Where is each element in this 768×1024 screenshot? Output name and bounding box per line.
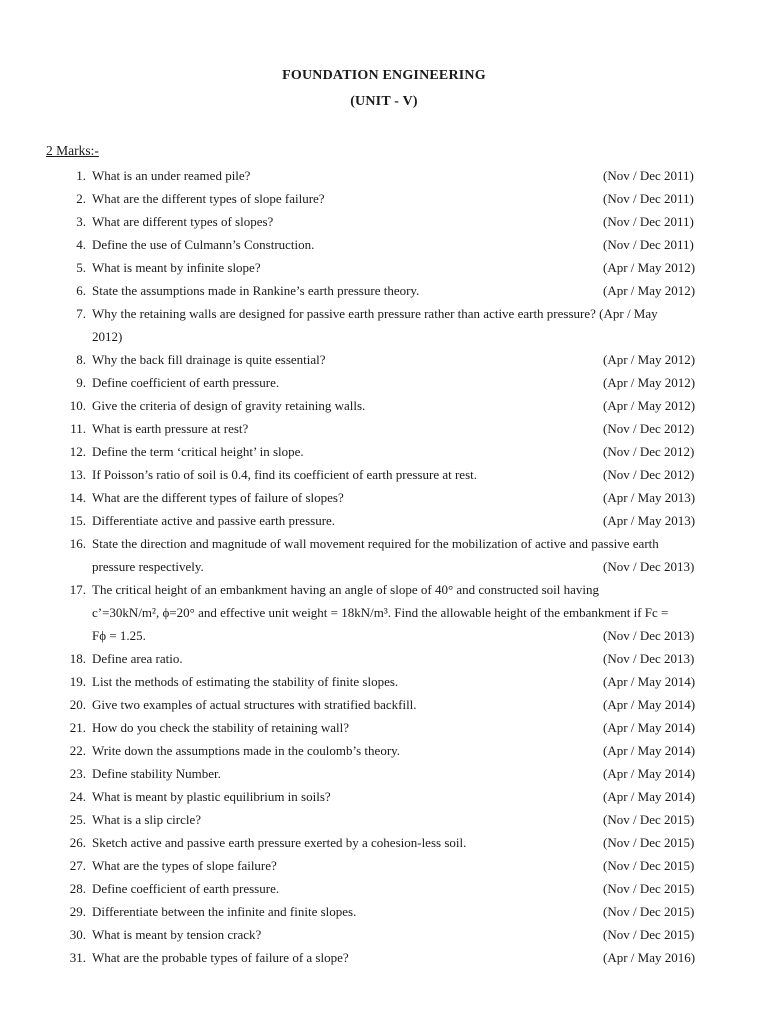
question-number: 13. bbox=[69, 467, 86, 482]
question-item bbox=[0, 440, 768, 463]
question-text: Define coefficient of earth pressure. bbox=[92, 881, 280, 896]
question-item bbox=[0, 348, 768, 371]
question-text: Define area ratio. bbox=[92, 651, 183, 666]
question-text: What are the different types of slope failure? bbox=[92, 191, 325, 206]
question-number: 3. bbox=[76, 214, 86, 229]
question-text: What is an under reamed pile? bbox=[92, 168, 251, 183]
question-number: 16. bbox=[69, 536, 86, 551]
question-item bbox=[0, 647, 768, 670]
question-item bbox=[0, 532, 768, 578]
question-text: Sketch active and passive earth pressure exerted by a cohesion-less soil. bbox=[92, 835, 467, 850]
exam-session: (Nov / Dec 2011) bbox=[603, 168, 694, 183]
exam-session: (Apr / May 2012) bbox=[603, 352, 696, 367]
question-number: 17. bbox=[69, 582, 86, 597]
question-text: State the direction and magnitude of wall movement required for the mobilization of active and passive earth bbox=[92, 536, 659, 551]
question-text: What are the types of slope failure? bbox=[92, 858, 277, 873]
exam-session: (Nov / Dec 2015) bbox=[603, 812, 695, 827]
exam-session: (Apr / May 2014) bbox=[603, 697, 696, 712]
question-number: 24. bbox=[69, 789, 86, 804]
question-text: What is meant by plastic equilibrium in soils? bbox=[92, 789, 331, 804]
question-item bbox=[0, 946, 768, 969]
exam-session: (Nov / Dec 2015) bbox=[603, 858, 695, 873]
question-item bbox=[0, 693, 768, 716]
question-item bbox=[0, 187, 768, 210]
question-text: Give the criteria of design of gravity retaining walls. bbox=[92, 398, 366, 413]
question-item bbox=[0, 371, 768, 394]
question-item bbox=[0, 463, 768, 486]
question-text: Differentiate active and passive earth pressure. bbox=[92, 513, 336, 528]
exam-session: (Apr / May 2014) bbox=[603, 766, 696, 781]
exam-session: (Apr / May 2013) bbox=[603, 513, 696, 528]
question-number: 15. bbox=[69, 513, 86, 528]
question-text: Define the use of Culmann’s Construction. bbox=[92, 237, 315, 252]
question-number: 1. bbox=[76, 168, 86, 183]
question-item bbox=[0, 394, 768, 417]
question-text: Why the retaining walls are designed for passive earth pressure rather than active earth pressure? (Apr / May bbox=[92, 306, 658, 321]
question-number: 7. bbox=[76, 306, 86, 321]
question-number: 12. bbox=[69, 444, 86, 459]
question-number: 20. bbox=[69, 697, 86, 712]
exam-session: (Nov / Dec 2012) bbox=[603, 444, 695, 459]
exam-session: (Nov / Dec 2015) bbox=[603, 904, 695, 919]
exam-session: (Apr / May 2016) bbox=[603, 950, 696, 965]
question-text: Define the term ‘critical height’ in slope. bbox=[92, 444, 304, 459]
question-number: 21. bbox=[69, 720, 86, 735]
exam-session: (Apr / May 2013) bbox=[603, 490, 696, 505]
question-text: List the methods of estimating the stability of finite slopes. bbox=[92, 674, 399, 689]
exam-session: (Apr / May 2012) bbox=[603, 375, 696, 390]
question-number: 26. bbox=[69, 835, 86, 850]
question-text: What is earth pressure at rest? bbox=[92, 421, 249, 436]
question-number: 10. bbox=[69, 398, 86, 413]
question-number: 4. bbox=[76, 237, 86, 252]
question-item bbox=[0, 739, 768, 762]
question-text: Differentiate between the infinite and finite slopes. bbox=[92, 904, 357, 919]
question-number: 31. bbox=[69, 950, 86, 965]
exam-session: (Apr / May 2012) bbox=[603, 260, 696, 275]
exam-session: (Apr / May 2014) bbox=[603, 743, 696, 758]
question-item bbox=[0, 417, 768, 440]
question-item bbox=[0, 877, 768, 900]
question-item bbox=[0, 486, 768, 509]
question-number: 11. bbox=[70, 421, 86, 436]
question-item bbox=[0, 854, 768, 877]
question-number: 25. bbox=[69, 812, 86, 827]
question-number: 28. bbox=[69, 881, 86, 896]
question-number: 2. bbox=[76, 191, 86, 206]
question-item bbox=[0, 831, 768, 854]
question-item bbox=[0, 210, 768, 233]
question-number: 5. bbox=[76, 260, 86, 275]
question-item bbox=[0, 279, 768, 302]
question-item bbox=[0, 808, 768, 831]
question-text: pressure respectively. bbox=[92, 559, 204, 574]
exam-session: (Nov / Dec 2013) bbox=[603, 559, 695, 574]
question-item bbox=[0, 578, 768, 647]
question-number: 30. bbox=[69, 927, 86, 942]
unit-heading: (UNIT - V) bbox=[350, 94, 418, 109]
question-text: State the assumptions made in Rankine’s earth pressure theory. bbox=[92, 283, 420, 298]
exam-session: (Nov / Dec 2011) bbox=[603, 214, 694, 229]
question-item bbox=[0, 164, 768, 187]
question-item bbox=[0, 923, 768, 946]
exam-session: (Nov / Dec 2015) bbox=[603, 881, 695, 896]
question-text: What is meant by infinite slope? bbox=[92, 260, 261, 275]
question-item bbox=[0, 302, 768, 348]
question-text: 2012) bbox=[92, 329, 123, 344]
question-item bbox=[0, 762, 768, 785]
question-number: 14. bbox=[69, 490, 86, 505]
exam-session: (Apr / May 2012) bbox=[603, 283, 696, 298]
question-text: The critical height of an embankment having an angle of slope of 40° and constructed soil having bbox=[92, 582, 599, 597]
exam-session: (Apr / May 2012) bbox=[603, 398, 696, 413]
question-item bbox=[0, 785, 768, 808]
question-item bbox=[0, 256, 768, 279]
question-number: 18. bbox=[69, 651, 86, 666]
exam-session: (Nov / Dec 2011) bbox=[603, 191, 694, 206]
question-text: c’=30kN/m², ϕ=20° and effective unit weight = 18kN/m³. Find the allowable height of the embankment if Fc = bbox=[92, 605, 669, 620]
question-text: Fϕ = 1.25. bbox=[92, 628, 146, 643]
question-text: Why the back fill drainage is quite essential? bbox=[92, 352, 326, 367]
question-number: 27. bbox=[69, 858, 86, 873]
question-item bbox=[0, 509, 768, 532]
question-text: What is a slip circle? bbox=[92, 812, 202, 827]
question-item bbox=[0, 716, 768, 739]
question-number: 29. bbox=[69, 904, 86, 919]
question-text: If Poisson’s ratio of soil is 0.4, find its coefficient of earth pressure at rest. bbox=[92, 467, 477, 482]
question-number: 23. bbox=[69, 766, 86, 781]
question-text: What is meant by tension crack? bbox=[92, 927, 262, 942]
section-heading: 2 Marks:- bbox=[46, 143, 99, 158]
exam-session: (Nov / Dec 2015) bbox=[603, 927, 695, 942]
exam-session: (Nov / Dec 2012) bbox=[603, 421, 695, 436]
question-text: Define coefficient of earth pressure. bbox=[92, 375, 280, 390]
question-text: Give two examples of actual structures with stratified backfill. bbox=[92, 697, 417, 712]
question-text: Write down the assumptions made in the coulomb’s theory. bbox=[92, 743, 401, 758]
exam-session: (Apr / May 2014) bbox=[603, 789, 696, 804]
question-text: What are different types of slopes? bbox=[92, 214, 274, 229]
exam-session: (Nov / Dec 2011) bbox=[603, 237, 694, 252]
exam-session: (Apr / May 2014) bbox=[603, 674, 696, 689]
exam-session: (Nov / Dec 2013) bbox=[603, 651, 695, 666]
question-number: 19. bbox=[69, 674, 86, 689]
question-item bbox=[0, 233, 768, 256]
question-text: Define stability Number. bbox=[92, 766, 221, 781]
question-number: 22. bbox=[69, 743, 86, 758]
question-text: How do you check the stability of retaining wall? bbox=[92, 720, 350, 735]
exam-session: (Nov / Dec 2013) bbox=[603, 628, 695, 643]
question-number: 8. bbox=[76, 352, 86, 367]
question-number: 9. bbox=[76, 375, 86, 390]
exam-session: (Nov / Dec 2015) bbox=[603, 835, 695, 850]
exam-session: (Apr / May 2014) bbox=[603, 720, 696, 735]
question-text: What are the different types of failure of slopes? bbox=[92, 490, 344, 505]
document-title: FOUNDATION ENGINEERING bbox=[282, 68, 486, 83]
question-item bbox=[0, 900, 768, 923]
question-item bbox=[0, 670, 768, 693]
exam-session: (Nov / Dec 2012) bbox=[603, 467, 695, 482]
question-text: What are the probable types of failure of a slope? bbox=[92, 950, 349, 965]
question-number: 6. bbox=[76, 283, 86, 298]
